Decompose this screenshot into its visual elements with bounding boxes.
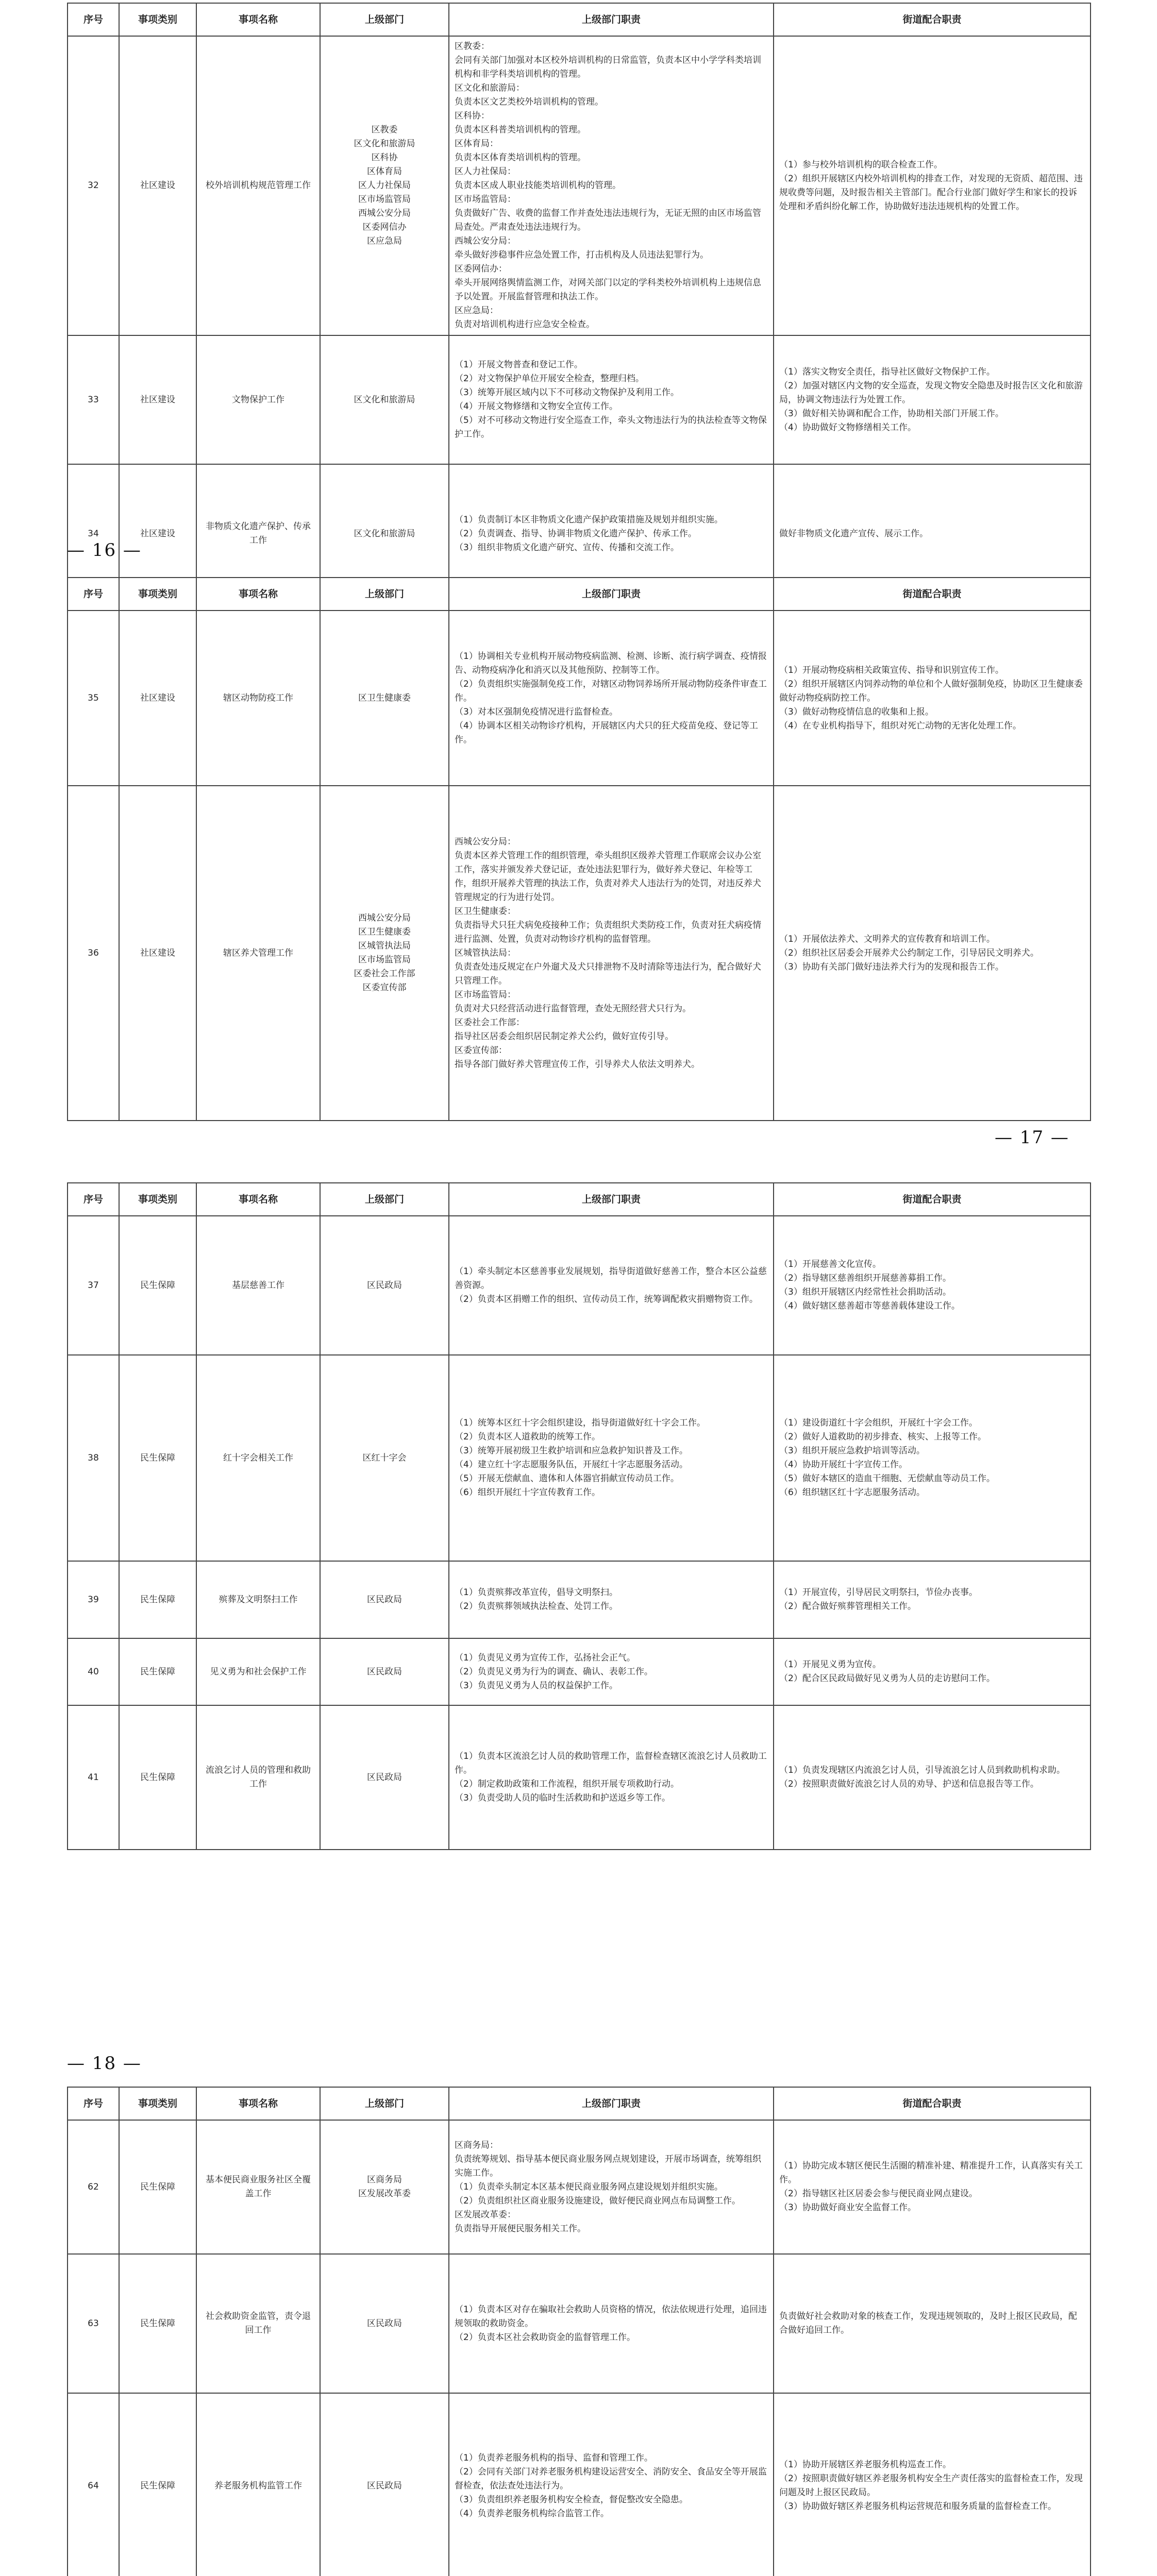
header-dept-duty: 上级部门职责: [449, 1183, 774, 1216]
superior-dept: 区民政局: [320, 1705, 449, 1850]
page-number-18: — 18 —: [67, 2053, 142, 2074]
item-name: 校外培训机构规范管理工作: [196, 36, 320, 335]
superior-dept: 区卫生健康委: [320, 611, 449, 786]
superior-dept-duty: （1）负责本区对存在骗取社会救助人员资格的情况，依法依规进行处理，追回违规领取的救助资金。 （2）负责本区社会救助资金的监督管理工作。: [449, 2254, 774, 2393]
street-duty: （1）开展宣传，引导居民文明祭扫，节俭办丧事。 （2）配合做好殡葬管理相关工作。: [774, 1561, 1091, 1638]
header-name: 事项名称: [196, 2087, 320, 2120]
item-name: 非物质文化遗产保护、传承工作: [196, 464, 320, 603]
row-number: 41: [68, 1705, 119, 1850]
street-duty: （1）开展依法养犬、文明养犬的宣传教育和培训工作。 （2）组织社区居委会开展养犬公约制定工作，引导居民文明养犬。 （3）协助有关部门做好违法养犬行为的发现和报告工作。: [774, 786, 1091, 1121]
superior-dept-duty: （1）负责养老服务机构的指导、监督和管理工作。 （2）会同有关部门对养老服务机构建设运营安全、消防安全、食品安全等开展监督检查，依法查处违法行为。 （3）负责组织养老服务机构安全检查，督促整改安全隐患。 （4）负责养老服务机构综合监管工作。: [449, 2393, 774, 2576]
superior-dept-duty: （1）负责殡葬改革宣传，倡导文明祭扫。 （2）负责殡葬领域执法检查、处罚工作。: [449, 1561, 774, 1638]
table-row: [68, 786, 1091, 1121]
row-number: 33: [68, 335, 119, 464]
row-number: 38: [68, 1355, 119, 1561]
item-category: 民生保障: [119, 1705, 196, 1850]
table-header-row: [68, 1183, 1091, 1216]
header-name: 事项名称: [196, 3, 320, 36]
item-category: 社区建设: [119, 611, 196, 786]
item-category: 民生保障: [119, 2254, 196, 2393]
header-dept: 上级部门: [320, 1183, 449, 1216]
superior-dept-duty: （1）牵头制定本区慈善事业发展规划，指导街道做好慈善工作，整合本区公益慈善资源。 （2）负责本区捐赠工作的组织、宣传动员工作，统筹调配救灾捐赠物资工作。: [449, 1216, 774, 1355]
item-name: 红十字会相关工作: [196, 1355, 320, 1561]
superior-dept: 区民政局: [320, 1216, 449, 1355]
superior-dept: 区红十字会: [320, 1355, 449, 1561]
header-dept-duty: 上级部门职责: [449, 2087, 774, 2120]
street-duty: （1）开展动物疫病相关政策宣传、指导和识别宣传工作。 （2）组织开展辖区内饲养动物的单位和个人做好强制免疫，协助区卫生健康委做好动物疫病防控工作。 （3）做好动物疫情信息的收集和上报。 （4）在专业机构指导下，组织对死亡动物的无害化处理工作。: [774, 611, 1091, 786]
duty-table-3: [67, 1182, 1091, 1850]
street-duty: （1）开展见义勇为宣传。 （2）配合区民政局做好见义勇为人员的走访慰问工作。: [774, 1638, 1091, 1705]
header-category: 事项类别: [119, 3, 196, 36]
item-name: 殡葬及文明祭扫工作: [196, 1561, 320, 1638]
header-dept: 上级部门: [320, 2087, 449, 2120]
table-row: [68, 1561, 1091, 1638]
table-row: [68, 1705, 1091, 1850]
superior-dept-duty: 区教委： 会同有关部门加强对本区校外培训机构的日常监管，负责本区中小学学科类培训机构和非学科类培训机构的管理。 区文化和旅游局： 负责本区文艺类校外培训机构的管理。 区科协： 负责本区科普类培训机构的管理。 区体育局： 负责本区体育类培训机构的管理。 区人力社保局： 负责本区成人职业技能类培训机构的管理。 区市场监管局： 负责做好广告、收费的监督工作并查处违法违规行为，无证无照的由区市场监管局查处。严肃查处违法违规行为。 西城公安分局： 牵头做好涉稳事件应急处置工作，打击机构及人员违法犯罪行为。 区委网信办： 牵头开展网络舆情监测工作，对网关部门以定的学科类校外培训机构上违规信息予以处置。开展监督管理和执法工作。 区应急局： 负责对培训机构进行应急安全检查。: [449, 36, 774, 335]
header-no: 序号: [68, 3, 119, 36]
table-header-row: [68, 2087, 1091, 2120]
street-duty: （1）参与校外培训机构的联合检查工作。 （2）组织开展辖区内校外培训机构的排查工作，对发现的无资质、超范围、违规收费等问题，及时报告相关主管部门。配合行业部门做好学生和家长的投诉处理和矛盾纠纷化解工作，协助做好违法违规机构的处置工作。: [774, 36, 1091, 335]
duty-table-4: [67, 2087, 1091, 2576]
superior-dept: 区文化和旅游局: [320, 464, 449, 603]
superior-dept: 区教委 区文化和旅游局 区科协 区体育局 区人力社保局 区市场监管局 西城公安分局 区委网信办 区应急局: [320, 36, 449, 335]
table-row: [68, 1216, 1091, 1355]
item-category: 社区建设: [119, 464, 196, 603]
table-row: [68, 2393, 1091, 2576]
item-category: 社区建设: [119, 786, 196, 1121]
table-row: [68, 1638, 1091, 1705]
row-number: 40: [68, 1638, 119, 1705]
header-dept: 上级部门: [320, 578, 449, 611]
street-duty: 负责做好社会救助对象的核查工作，发现违规领取的，及时上报区民政局，配合做好追回工作。: [774, 2254, 1091, 2393]
header-street-duty: 街道配合职责: [774, 578, 1091, 611]
street-duty: （1）开展慈善文化宣传。 （2）指导辖区慈善组织开展慈善募捐工作。 （3）组织开展辖区内经常性社会捐助活动。 （4）做好辖区慈善超市等慈善载体建设工作。: [774, 1216, 1091, 1355]
superior-dept: 区民政局: [320, 1638, 449, 1705]
item-category: 民生保障: [119, 1638, 196, 1705]
street-duty: （1）建设街道红十字会组织，开展红十字会工作。 （2）做好人道救助的初步排查、核实、上报等工作。 （3）组织开展应急救护培训等活动。 （4）协助开展红十字宣传工作。 （5）做好本辖区的造血干细胞、无偿献血等动员工作。 （6）组织辖区红十字志愿服务活动。: [774, 1355, 1091, 1561]
item-category: 民生保障: [119, 1216, 196, 1355]
table-row: [68, 611, 1091, 786]
item-name: 辖区养犬管理工作: [196, 786, 320, 1121]
superior-dept: 区民政局: [320, 2393, 449, 2576]
row-number: 63: [68, 2254, 119, 2393]
superior-dept-duty: （1）开展文物普查和登记工作。 （2）对文物保护单位开展安全检查，整理归档。 （3）统筹开展区域内以下不可移动文物保护及利用工作。 （4）开展文物修缮和文物安全宣传工作。 （5）对不可移动文物进行安全巡查工作，牵头文物违法行为的执法检查等文物保护工作。: [449, 335, 774, 464]
row-number: 35: [68, 611, 119, 786]
item-name: 基本便民商业服务社区全覆盖工作: [196, 2120, 320, 2254]
street-duty: （1）协助开展辖区养老服务机构巡查工作。 （2）按照职责做好辖区养老服务机构安全生产责任落实的监督检查工作，发现问题及时上报区民政局。 （3）协助做好辖区养老服务机构运营规范和服务质量的监督检查工作。: [774, 2393, 1091, 2576]
header-no: 序号: [68, 578, 119, 611]
table-row: [68, 335, 1091, 464]
table-row: [68, 2120, 1091, 2254]
item-category: 民生保障: [119, 1355, 196, 1561]
superior-dept: 西城公安分局 区卫生健康委 区城管执法局 区市场监管局 区委社会工作部 区委宣传部: [320, 786, 449, 1121]
street-duty: （1）负责发现辖区内流浪乞讨人员，引导流浪乞讨人员到救助机构求助。 （2）按照职责做好流浪乞讨人员的劝导、护送和信息报告等工作。: [774, 1705, 1091, 1850]
superior-dept-duty: （1）负责制订本区非物质文化遗产保护政策措施及规划并组织实施。 （2）负责调查、指导、协调非物质文化遗产保护、传承工作。 （3）组织非物质文化遗产研究、宣传、传播和交流工作。: [449, 464, 774, 603]
page-number-16: — 16 —: [67, 540, 142, 561]
item-name: 辖区动物防疫工作: [196, 611, 320, 786]
header-dept-duty: 上级部门职责: [449, 3, 774, 36]
header-no: 序号: [68, 1183, 119, 1216]
header-dept: 上级部门: [320, 3, 449, 36]
duty-table-1: [67, 3, 1091, 604]
superior-dept-duty: 西城公安分局： 负责本区养犬管理工作的组织管理，牵头组织区级养犬管理工作联席会议办公室工作，落实并颁发养犬登记证，查处违法犯罪行为，做好养犬登记、年检等工作，组织开展养犬管理的执法工作，负责对养犬人违法行为的处罚，对违反养犬管理规定的行为进行处罚。 区卫生健康委： 负责指导犬只狂犬病免疫接种工作；负责组织犬类防疫工作，负责对狂犬病疫情进行监测、处置，负责对动物诊疗机构的监督管理。 区城管执法局： 负责查处违反规定在户外遛犬及犬只排泄物不及时清除等违法行为，配合做好犬只管理工作。 区市场监管局： 负责对犬只经营活动进行监督管理，查处无照经营犬只行为。 区委社会工作部： 指导社区居委会组织居民制定养犬公约，做好宣传引导。 区委宣传部： 指导各部门做好养犬管理宣传工作，引导养犬人依法文明养犬。: [449, 786, 774, 1121]
superior-dept: 区民政局: [320, 1561, 449, 1638]
row-number: 64: [68, 2393, 119, 2576]
item-name: 养老服务机构监管工作: [196, 2393, 320, 2576]
row-number: 37: [68, 1216, 119, 1355]
header-street-duty: 街道配合职责: [774, 2087, 1091, 2120]
page-number-17: — 17 —: [995, 1127, 1069, 1148]
header-dept-duty: 上级部门职责: [449, 578, 774, 611]
table-header-row: [68, 3, 1091, 36]
duty-table-2: [67, 577, 1091, 1121]
header-street-duty: 街道配合职责: [774, 1183, 1091, 1216]
row-number: 39: [68, 1561, 119, 1638]
street-duty: （1）协助完成本辖区便民生活圈的精准补建、精准提升工作，认真落实有关工作。 （2）指导辖区社区居委会参与便民商业网点建设。 （3）协助做好商业安全监督工作。: [774, 2120, 1091, 2254]
item-category: 社区建设: [119, 335, 196, 464]
superior-dept: 区文化和旅游局: [320, 335, 449, 464]
row-number: 36: [68, 786, 119, 1121]
street-duty: 做好非物质文化遗产宣传、展示工作。: [774, 464, 1091, 603]
table-row: [68, 36, 1091, 335]
table-header-row: [68, 578, 1091, 611]
item-category: 社区建设: [119, 36, 196, 335]
header-category: 事项类别: [119, 1183, 196, 1216]
header-category: 事项类别: [119, 2087, 196, 2120]
street-duty: （1）落实文物安全责任，指导社区做好文物保护工作。 （2）加强对辖区内文物的安全巡查，发现文物安全隐患及时报告区文化和旅游局，协调文物违法行为处置工作。 （3）做好相关协调和配合工作，协助相关部门开展工作。 （4）协助做好文物修缮相关工作。: [774, 335, 1091, 464]
header-street-duty: 街道配合职责: [774, 3, 1091, 36]
superior-dept-duty: 区商务局： 负责统筹规划、指导基本便民商业服务网点规划建设，开展市场调查，统筹组织实施工作。 （1）负责牵头制定本区基本便民商业服务网点建设规划并组织实施。 （2）负责组织社区商业服务设施建设，做好便民商业网点布局调整工作。 区发展改革委： 负责指导开展便民服务相关工作。: [449, 2120, 774, 2254]
row-number: 34: [68, 464, 119, 603]
header-name: 事项名称: [196, 578, 320, 611]
item-name: 流浪乞讨人员的管理和救助工作: [196, 1705, 320, 1850]
superior-dept-duty: （1）协调相关专业机构开展动物疫病监测、检测、诊断、流行病学调查、疫情报告、动物疫病净化和消灭以及其他预防、控制等工作。 （2）负责组织实施强制免疫工作，对辖区动物饲养场所开展动物防疫条件审查工作。 （3）对本区强制免疫情况进行监督检查。 （4）协调本区相关动物诊疗机构，开展辖区内犬只的狂犬疫苗免疫、登记等工作。: [449, 611, 774, 786]
superior-dept: 区民政局: [320, 2254, 449, 2393]
superior-dept-duty: （1）负责见义勇为宣传工作，弘扬社会正气。 （2）负责见义勇为行为的调查、确认、表彰工作。 （3）负责见义勇为人员的权益保护工作。: [449, 1638, 774, 1705]
row-number: 62: [68, 2120, 119, 2254]
item-name: 文物保护工作: [196, 335, 320, 464]
item-name: 基层慈善工作: [196, 1216, 320, 1355]
superior-dept-duty: （1）负责本区流浪乞讨人员的救助管理工作，监督检查辖区流浪乞讨人员救助工作。 （2）制定救助政策和工作流程，组织开展专项救助行动。 （3）负责受助人员的临时生活救助和护送返乡等工作。: [449, 1705, 774, 1850]
item-category: 民生保障: [119, 2120, 196, 2254]
header-name: 事项名称: [196, 1183, 320, 1216]
superior-dept-duty: （1）统筹本区红十字会组织建设，指导街道做好红十字会工作。 （2）负责本区人道救助的统筹工作。 （3）统筹开展初级卫生救护培训和应急救护知识普及工作。 （4）建立红十字志愿服务队伍，开展红十字志愿服务活动。 （5）开展无偿献血、遗体和人体器官捐献宣传动员工作。 （6）组织开展红十字宣传教育工作。: [449, 1355, 774, 1561]
table-row: [68, 2254, 1091, 2393]
item-category: 民生保障: [119, 2393, 196, 2576]
row-number: 32: [68, 36, 119, 335]
item-category: 民生保障: [119, 1561, 196, 1638]
superior-dept: 区商务局 区发展改革委: [320, 2120, 449, 2254]
header-category: 事项类别: [119, 578, 196, 611]
header-no: 序号: [68, 2087, 119, 2120]
item-name: 社会救助资金监管，责令退回工作: [196, 2254, 320, 2393]
table-row: [68, 1355, 1091, 1561]
item-name: 见义勇为和社会保护工作: [196, 1638, 320, 1705]
